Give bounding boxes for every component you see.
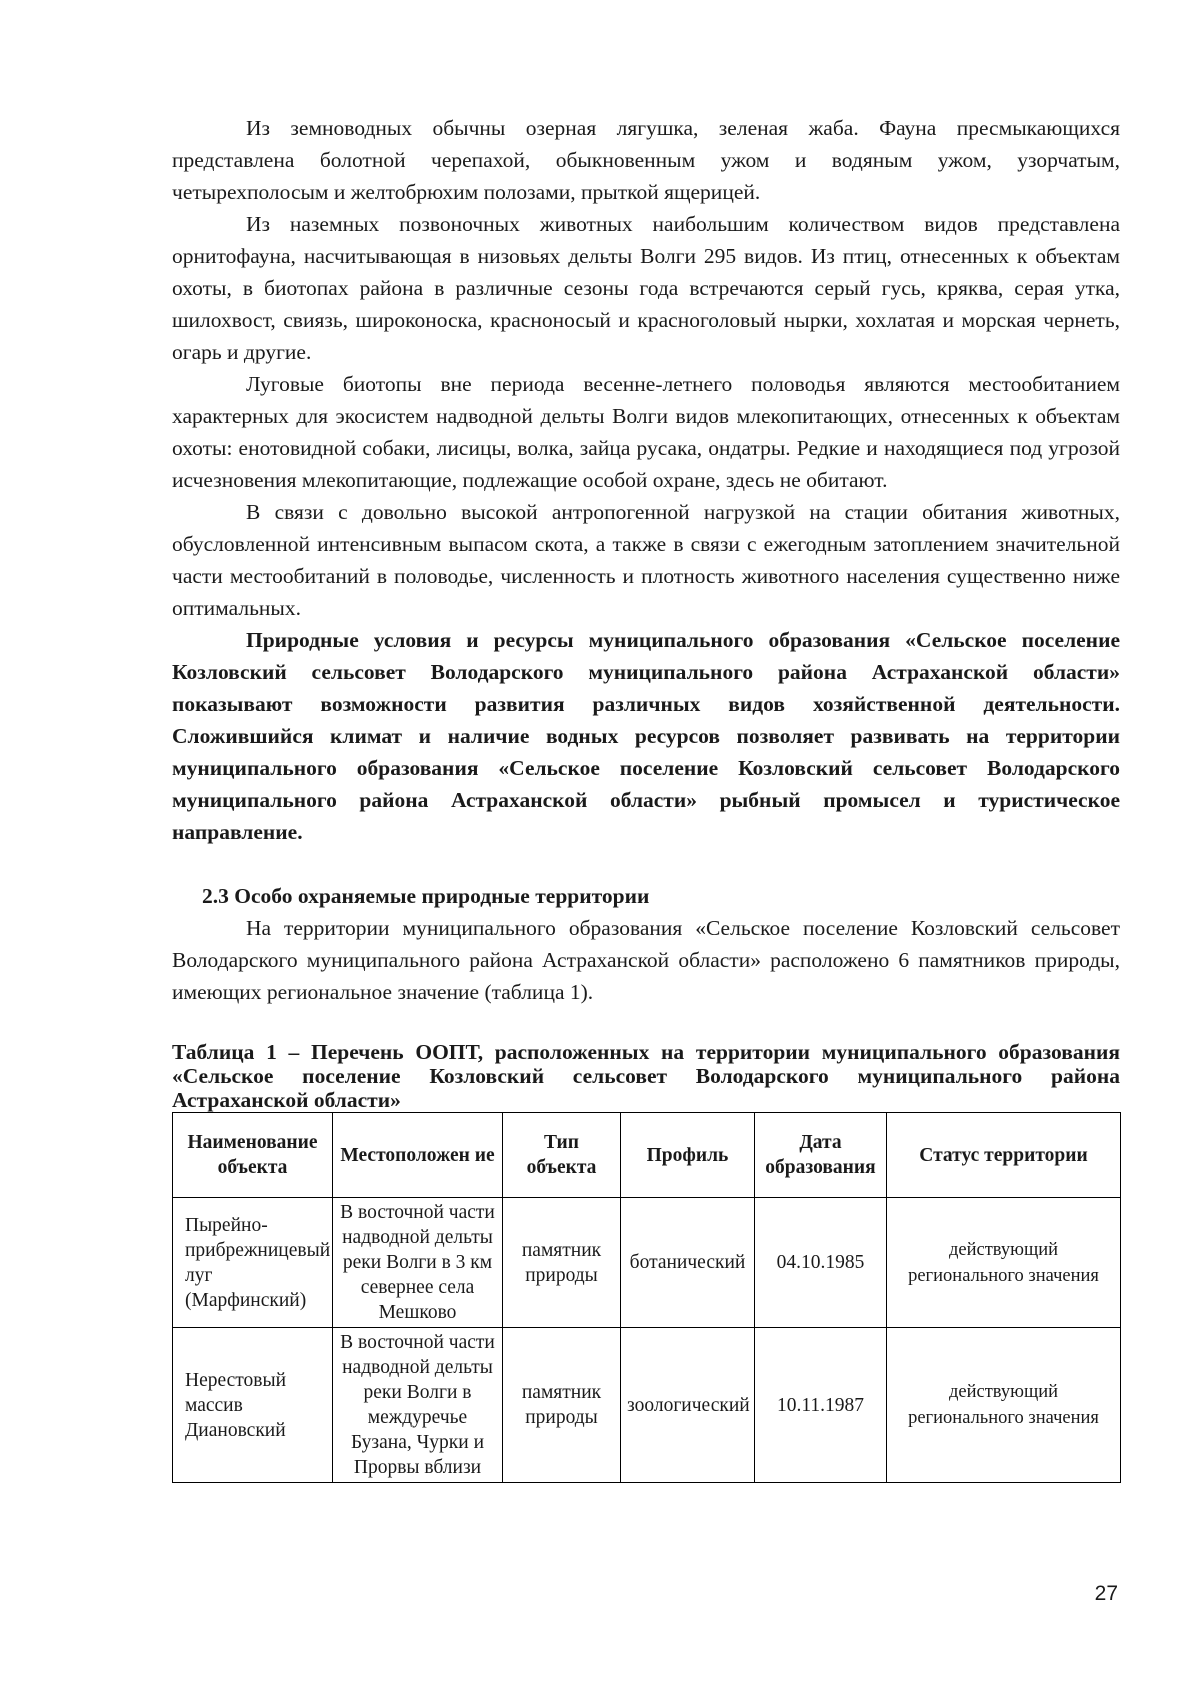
cell-profile: зоологический bbox=[621, 1328, 755, 1483]
paragraph-anthropogenic-load: В связи с довольно высокой антропогенной нагрузкой на стации обитания животных, обусловленной интенсивным выпасом скота, а также в связи с ежегодным затоплением значительной части местообитаний в половодье, численность и плотность животного населения существенно ниже оптимальных. bbox=[172, 500, 1120, 620]
table-header-row bbox=[173, 1113, 1121, 1198]
section-heading: 2.3 Особо охраняемые природные территории bbox=[202, 884, 650, 908]
cell-type: памятник природы bbox=[503, 1198, 621, 1328]
cell-type: памятник природы bbox=[503, 1328, 621, 1483]
protected-areas-table bbox=[172, 1112, 1121, 1483]
cell-location: В восточной части надводной дельты реки Волги в междуречье Бузана, Чурки и Прорвы вблизи bbox=[333, 1328, 503, 1483]
cell-status: действующий регионального значения bbox=[887, 1328, 1121, 1483]
paragraph-mammals: Луговые биотопы вне периода весенне-летнего половодья являются местообитанием характерных для экосистем надводной дельты Волги видов млекопитающих, отнесенных к объектам охоты: енотовидной собаки, лисицы, волка, зайца русака, ондатры. Редкие и находящиеся под угрозой исчезновения млекопитающие, подлежащие особой охране, здесь не обитают. bbox=[172, 372, 1120, 492]
cell-date: 04.10.1985 bbox=[755, 1198, 887, 1328]
table-row bbox=[173, 1328, 1121, 1483]
paragraph-amphibians: Из земноводных обычны озерная лягушка, зеленая жаба. Фауна пресмыкающихся представлена болотной черепахой, обыкновенным ужом и водяным ужом, узорчатым, четырехполосым и желтобрюхим полозами, прыткой ящерицей. bbox=[172, 116, 1120, 204]
section-intro: На территории муниципального образования «Сельское поселение Козловский сельсовет Володарского муниципального района Астраханской области» расположено 6 памятников природы, имеющих региональное значение (таблица 1). bbox=[172, 916, 1120, 1004]
header-date: Дата образования bbox=[755, 1113, 887, 1198]
cell-name: Нерестовый массив Диановский bbox=[173, 1328, 333, 1483]
table-caption: Таблица 1 – Перечень ООПТ, расположенных на территории муниципального образования «Сельское поселение Козловский сельсовет Володарского муниципального района Астраханской области» bbox=[172, 1040, 1120, 1112]
cell-date: 10.11.1987 bbox=[755, 1328, 887, 1483]
header-type: Тип объекта bbox=[503, 1113, 621, 1198]
cell-profile: ботанический bbox=[621, 1198, 755, 1328]
header-location: Местоположен ие bbox=[333, 1113, 503, 1198]
paragraph-birds: Из наземных позвоночных животных наибольшим количеством видов представлена орнитофауна, насчитывающая в низовьях дельты Волги 295 видов. Из птиц, отнесенных к объектам охоты, в биотопах района в различные сезоны года встречаются серый гусь, кряква, серая утка, шилохвост, свиязь, широконоска, красноносый и красноголовый нырки, хохлатая и морская чернеть, огарь и другие. bbox=[172, 212, 1120, 364]
header-status: Статус территории bbox=[887, 1113, 1121, 1198]
table-row bbox=[173, 1198, 1121, 1328]
paragraph-natural-resources: Природные условия и ресурсы муниципального образования «Сельское поселение Козловский сельсовет Володарского муниципального района Астраханской области» показывают возможности развития различных видов хозяйственной деятельности. Сложившийся климат и наличие водных ресурсов позволяет развивать на территории муниципального образования «Сельское поселение Козловский сельсовет Володарского муниципального района Астраханской области» рыбный промысел и туристическое направление. bbox=[172, 628, 1120, 844]
page-number: 27 bbox=[1094, 1582, 1118, 1605]
cell-name: Пырейно-прибрежницевый луг (Марфинский) bbox=[173, 1198, 333, 1328]
document-page bbox=[172, 112, 1120, 1483]
cell-status: действующий регионального значения bbox=[887, 1198, 1121, 1328]
header-name: Наименование объекта bbox=[173, 1113, 333, 1198]
header-profile: Профиль bbox=[621, 1113, 755, 1198]
cell-location: В восточной части надводной дельты реки Волги в 3 км севернее села Мешково bbox=[333, 1198, 503, 1328]
